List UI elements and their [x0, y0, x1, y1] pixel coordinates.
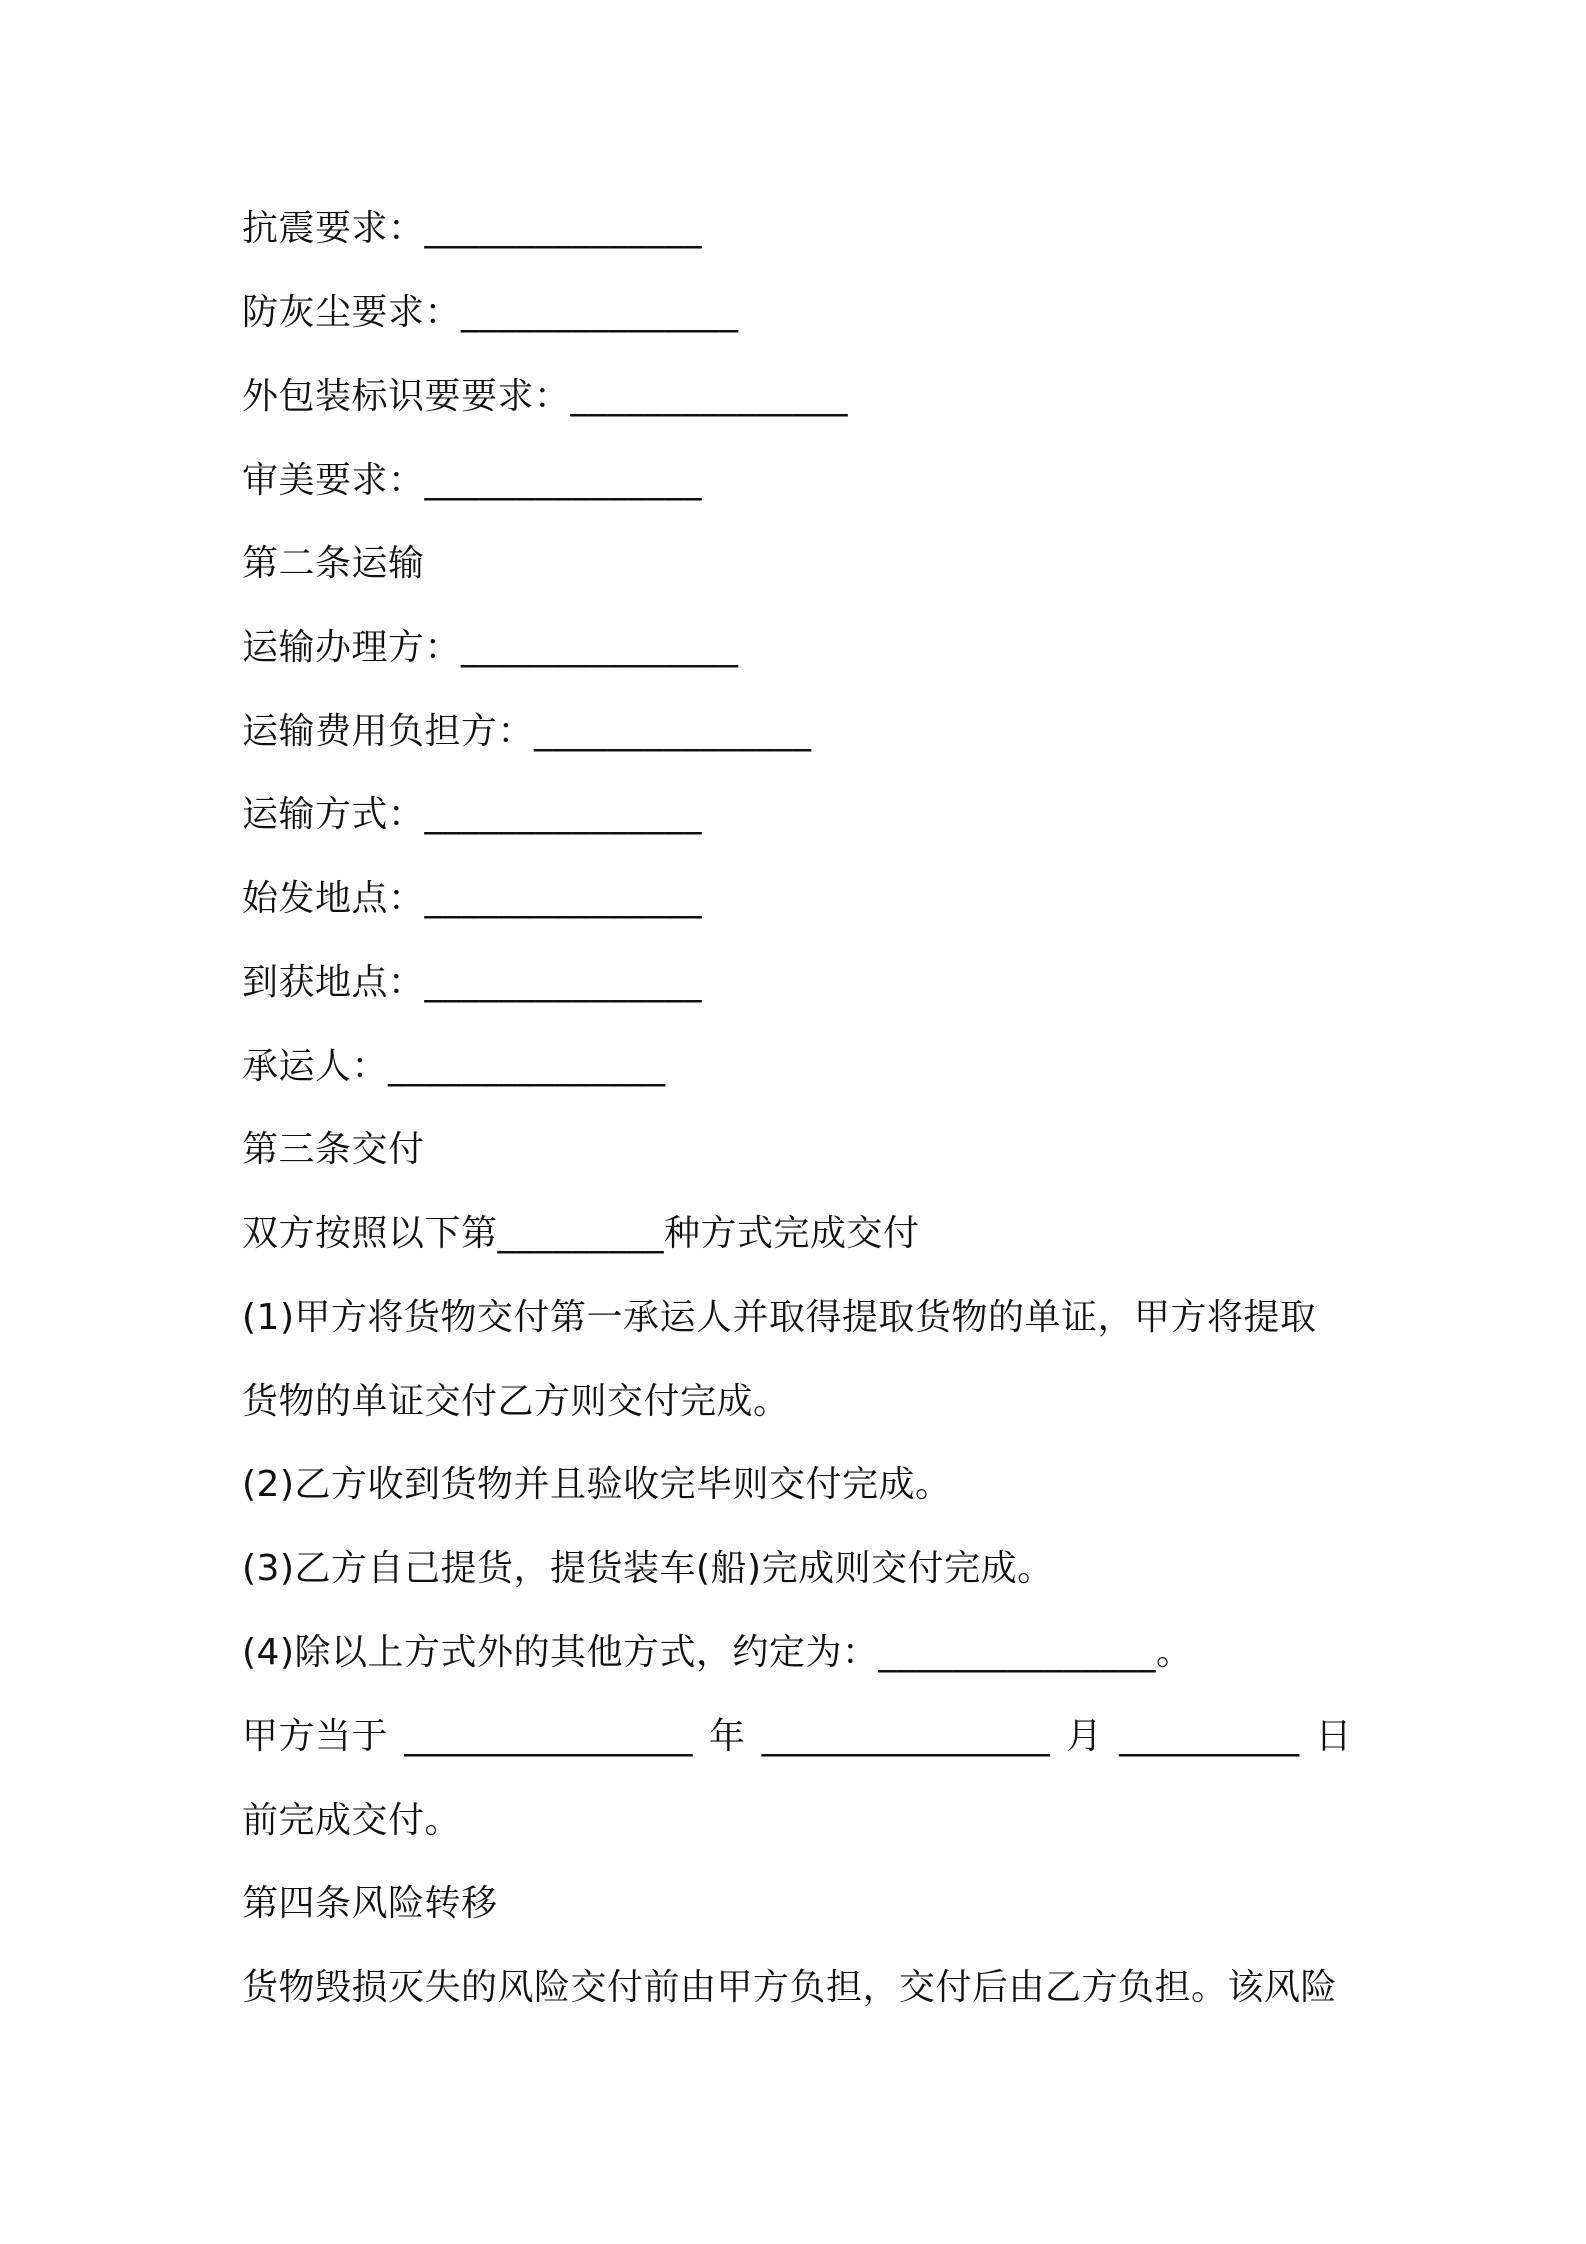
- delivery-option-3-line: (3)乙方自己提货，提货装车(船)完成则交付完成。: [242, 1548, 1054, 1589]
- delivery-option-1-line-1: (1)甲方将货物交付第一承运人并取得提取货物的单证，甲方将提取: [242, 1297, 1317, 1338]
- section-3-heading: 第三条交付: [242, 1129, 425, 1170]
- transport-cost-bearer-line: 运输费用负担方：_______________: [242, 711, 812, 752]
- delivery-method-line: 双方按照以下第_________种方式完成交付: [242, 1213, 920, 1254]
- origin-location-line: 始发地点：_______________: [242, 878, 703, 919]
- transport-handler-line: 运输办理方：_______________: [242, 627, 739, 668]
- section-4-heading: 第四条风险转移: [242, 1883, 498, 1924]
- delivery-option-2-line: (2)乙方收到货物并且验收完毕则交付完成。: [242, 1464, 952, 1505]
- transport-mode-line: 运输方式：_______________: [242, 794, 703, 835]
- aesthetic-requirement-line: 审美要求：_______________: [242, 460, 703, 501]
- destination-location-line: 到获地点：_______________: [242, 962, 703, 1003]
- day-label: 日: [1315, 1716, 1352, 1757]
- delivery-option-1-line-2: 货物的单证交付乙方则交付完成。: [242, 1381, 790, 1422]
- year-blank: ________________: [404, 1716, 693, 1757]
- packaging-label-requirement-line: 外包装标识要要求：_______________: [242, 376, 849, 417]
- dustproof-requirement-line: 防灰尘要求：_______________: [242, 292, 739, 333]
- day-blank: __________: [1119, 1716, 1300, 1757]
- delivery-date-line: [242, 1711, 1352, 1763]
- month-label: 月: [1066, 1716, 1103, 1757]
- section-2-heading: 第二条运输: [242, 543, 425, 584]
- month-blank: ________________: [761, 1716, 1050, 1757]
- delivery-option-4-line: (4)除以上方式外的其他方式，约定为：_______________。: [242, 1632, 1193, 1673]
- carrier-line: 承运人：_______________: [242, 1046, 666, 1087]
- year-label: 年: [708, 1716, 746, 1757]
- delivery-completion-line: 前完成交付。: [242, 1800, 462, 1841]
- date-prefix: 甲方当于: [242, 1716, 389, 1757]
- risk-transfer-paragraph: 货物毁损灭失的风险交付前由甲方负担，交付后由乙方负担。该风险: [242, 1967, 1338, 2008]
- seismic-requirement-line: 抗震要求：_______________: [242, 208, 703, 249]
